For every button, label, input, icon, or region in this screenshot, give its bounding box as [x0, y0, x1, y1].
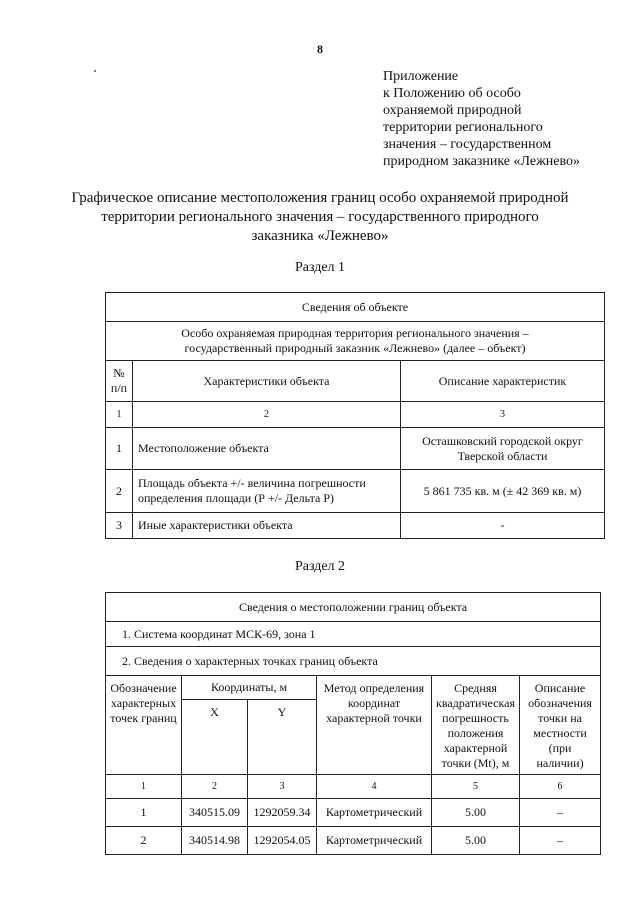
coordinate-system: 1. Система координат МСК-69, зона 1 [106, 622, 601, 647]
point-y: 1292054.05 [248, 827, 317, 855]
header-line: обозначения [528, 696, 592, 710]
table-title: Сведения о местоположении границ объекта [106, 593, 601, 622]
header-coordinates: Координаты, м [182, 676, 317, 700]
point-method: Картометрический [317, 799, 432, 827]
point-error: 5.00 [432, 827, 520, 855]
title-line: Графическое описание местоположения границ особо охраняемой природной [71, 190, 569, 206]
header-line: координат [347, 696, 401, 710]
section1-heading: Раздел 1 [294, 260, 346, 275]
column-number: 1 [106, 402, 133, 428]
row-number: 3 [106, 513, 133, 539]
table-row [106, 513, 605, 539]
table-row [106, 428, 605, 470]
point-x: 340515.09 [182, 799, 248, 827]
points-subtitle: 2. Сведения о характерных точках границ объекта [106, 647, 601, 676]
column-number: 2 [182, 775, 248, 799]
header-y: Y [248, 700, 317, 775]
header-line: точки (Mt), м [441, 756, 510, 770]
title-line: заказника «Лежнево» [251, 228, 389, 244]
column-number: 5 [432, 775, 520, 799]
boundary-points-table [105, 592, 601, 855]
column-number: 4 [317, 775, 432, 799]
header-line: положения [447, 726, 504, 740]
header-line: (при [548, 741, 572, 755]
point-id: 2 [106, 827, 182, 855]
point-description: – [520, 827, 601, 855]
row-number: 1 [106, 428, 133, 470]
row-description: 5 861 735 кв. м (± 42 369 кв. м) [401, 470, 605, 513]
header-line: наличии) [536, 756, 584, 770]
point-error: 5.00 [432, 799, 520, 827]
title-line: территории регионального значения – государственного природного [101, 209, 539, 225]
object-description-line: Особо охраняемая природная территория регионального значения – [181, 326, 529, 340]
appendix-line: охраняемой природной [383, 103, 522, 118]
table-row [106, 827, 601, 855]
header-mean-error [432, 676, 520, 775]
point-id: 1 [106, 799, 182, 827]
row-characteristic-line: определения площади (Р +/- Дельта Р) [138, 491, 335, 505]
appendix-line: территории регионального [383, 120, 543, 135]
table-title: Сведения об объекте [106, 293, 605, 322]
point-y: 1292059.34 [248, 799, 317, 827]
object-description [106, 322, 605, 361]
row-description: - [401, 513, 605, 539]
section2-heading: Раздел 2 [294, 559, 346, 574]
header-number-line: № [113, 366, 125, 380]
object-info-table [105, 292, 605, 539]
appendix-line: к Положению об особо [383, 86, 521, 101]
appendix-line: природном заказнике «Лежнево» [383, 154, 581, 169]
scan-speck [94, 70, 96, 72]
column-number: 2 [133, 402, 401, 428]
header-line: характерных [110, 696, 177, 710]
appendix-note [383, 68, 633, 170]
header-description: Описание характеристик [401, 361, 605, 402]
point-method: Картометрический [317, 827, 432, 855]
appendix-line: значения – государственном [383, 137, 552, 152]
header-line: точек границ [110, 711, 177, 725]
header-line: погрешность [442, 711, 509, 725]
table-row [106, 799, 601, 827]
row-characteristic: Местоположение объекта [133, 428, 401, 470]
row-description [401, 428, 605, 470]
header-method [317, 676, 432, 775]
row-description-line: Осташковский городской округ [422, 433, 583, 448]
header-line: Обозначение [110, 681, 177, 695]
header-line: квадратическая [436, 696, 515, 710]
header-line: характерной [443, 741, 508, 755]
row-characteristic-line: Площадь объекта +/- величина погрешности [138, 476, 366, 490]
header-line: Описание [534, 681, 586, 695]
page-number: 8 [317, 42, 323, 56]
column-number: 3 [248, 775, 317, 799]
header-designation [106, 676, 182, 775]
row-number: 2 [106, 470, 133, 513]
header-location-description [520, 676, 601, 775]
row-description-line: Тверской области [457, 448, 548, 463]
header-number [106, 361, 133, 402]
header-x: X [182, 700, 248, 775]
row-characteristic: Иные характеристики объекта [133, 513, 401, 539]
header-number-line: п/п [110, 381, 128, 395]
column-number: 6 [520, 775, 601, 799]
header-characteristic: Характеристики объекта [133, 361, 401, 402]
point-description: – [520, 799, 601, 827]
row-characteristic [133, 470, 401, 513]
header-line: точки на [538, 711, 582, 725]
header-line: местности [533, 726, 587, 740]
header-line: Метод определения [323, 681, 425, 695]
header-line: характерной точки [326, 711, 422, 725]
table-row [106, 470, 605, 513]
header-line: Средняя [454, 681, 497, 695]
column-number: 3 [401, 402, 605, 428]
point-x: 340514.98 [182, 827, 248, 855]
appendix-line: Приложение [383, 69, 459, 84]
column-number: 1 [106, 775, 182, 799]
document-title [70, 189, 570, 246]
object-description-line: государственный природный заказник «Лежнево» (далее – объект) [184, 341, 526, 355]
